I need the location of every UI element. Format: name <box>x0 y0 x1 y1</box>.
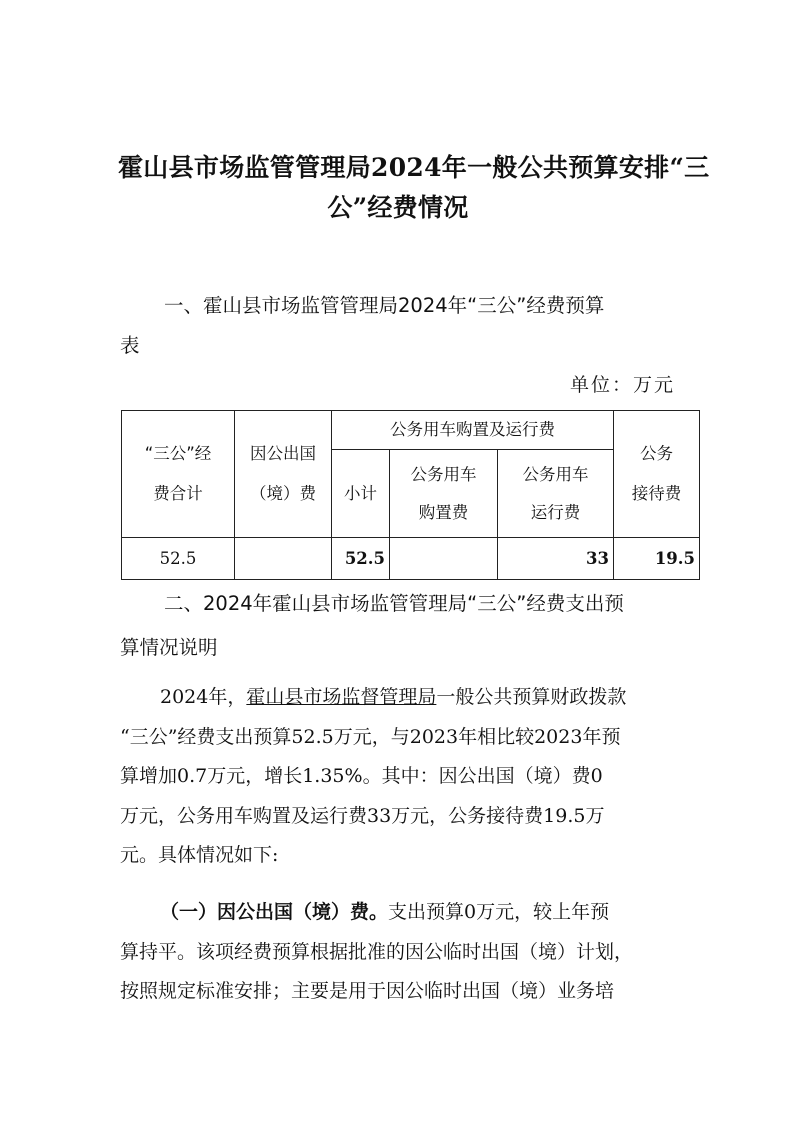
cell-operation: 33 <box>498 538 614 580</box>
para1-line-1 <box>120 678 680 718</box>
para1-line-4: 万元，公务用车购置及运行费33万元，公务接待费19.5万 <box>120 804 605 827</box>
para1-line-3: 算增加0.7万元，增长1.35%。其中：因公出国（境）费0 <box>120 765 603 787</box>
cell-abroad <box>235 538 332 580</box>
header-reception-line-2: 接待费 <box>631 484 682 503</box>
document-title <box>118 148 710 228</box>
header-purchase <box>390 450 498 538</box>
title-line-2: 公”经费情况 <box>327 193 469 222</box>
header-subtotal: 小计 <box>332 450 390 538</box>
section-1-heading-line-1: 一、霍山县市场监管管理局2024年“三公”经费预算 <box>164 294 605 317</box>
section-1-heading-line-2: 表 <box>120 334 140 357</box>
para1-line-1-rest: 一般公共预算财政拨款 <box>436 686 627 708</box>
section-2-heading-line-1: 二、2024年霍山县市场监管管理局“三公”经费支出预 <box>164 592 624 615</box>
cell-subtotal: 52.5 <box>332 538 390 580</box>
header-abroad-line-1: 因公出国 <box>250 444 316 463</box>
section-2-heading-line-2: 算情况说明 <box>120 636 218 659</box>
cell-purchase <box>390 538 498 580</box>
title-line-1: 霍山县市场监管管理局2024年一般公共预算安排“三 <box>118 153 710 182</box>
paragraph-abroad-fees <box>120 893 680 1012</box>
header-abroad <box>235 411 332 538</box>
header-total-line-1: “三公”经 <box>144 444 212 463</box>
header-purchase-line-2: 购置费 <box>418 502 469 522</box>
header-reception-line-1: 公务 <box>640 444 674 463</box>
paragraph-summary <box>120 678 680 876</box>
para1-line-5: 元。具体情况如下: <box>120 844 279 866</box>
header-operation-line-1: 公务用车 <box>522 464 589 484</box>
header-operation-line-2: 运行费 <box>530 502 581 522</box>
para2-line-3: 按照规定标准安排；主要是用于因公临时出国（境）业务培 <box>120 980 615 1002</box>
section-1-heading <box>120 286 680 366</box>
cell-reception: 19.5 <box>614 538 700 580</box>
section-2-heading <box>120 582 680 670</box>
cell-total: 52.5 <box>122 538 235 580</box>
header-abroad-line-2: （境）费 <box>250 484 316 503</box>
header-total <box>122 411 235 538</box>
header-purchase-line-1: 公务用车 <box>410 464 477 484</box>
para2-line-1 <box>120 893 680 933</box>
para1-line-2: “三公”经费支出预算52.5万元，与2023年相比较2023年预 <box>120 725 621 748</box>
para1-year: 2024年， <box>160 686 247 708</box>
table-row <box>122 538 700 580</box>
header-operation <box>498 450 614 538</box>
para2-subheading: （一）因公出国（境）费。 <box>160 901 389 923</box>
para2-line-1-rest: 支出预算0万元，较上年预 <box>388 901 610 923</box>
para2-line-2: 算持平。该项经费预算根据批准的因公临时出国（境）计划， <box>120 940 634 963</box>
budget-table <box>121 410 700 580</box>
header-vehicle-group: 公务用车购置及运行费 <box>332 411 614 450</box>
organization-name-link: 霍山县市场监督管理局 <box>246 686 437 708</box>
header-reception <box>614 411 700 538</box>
header-total-line-2: 费合计 <box>153 484 203 503</box>
unit-label: 单位：万元 <box>569 374 675 396</box>
